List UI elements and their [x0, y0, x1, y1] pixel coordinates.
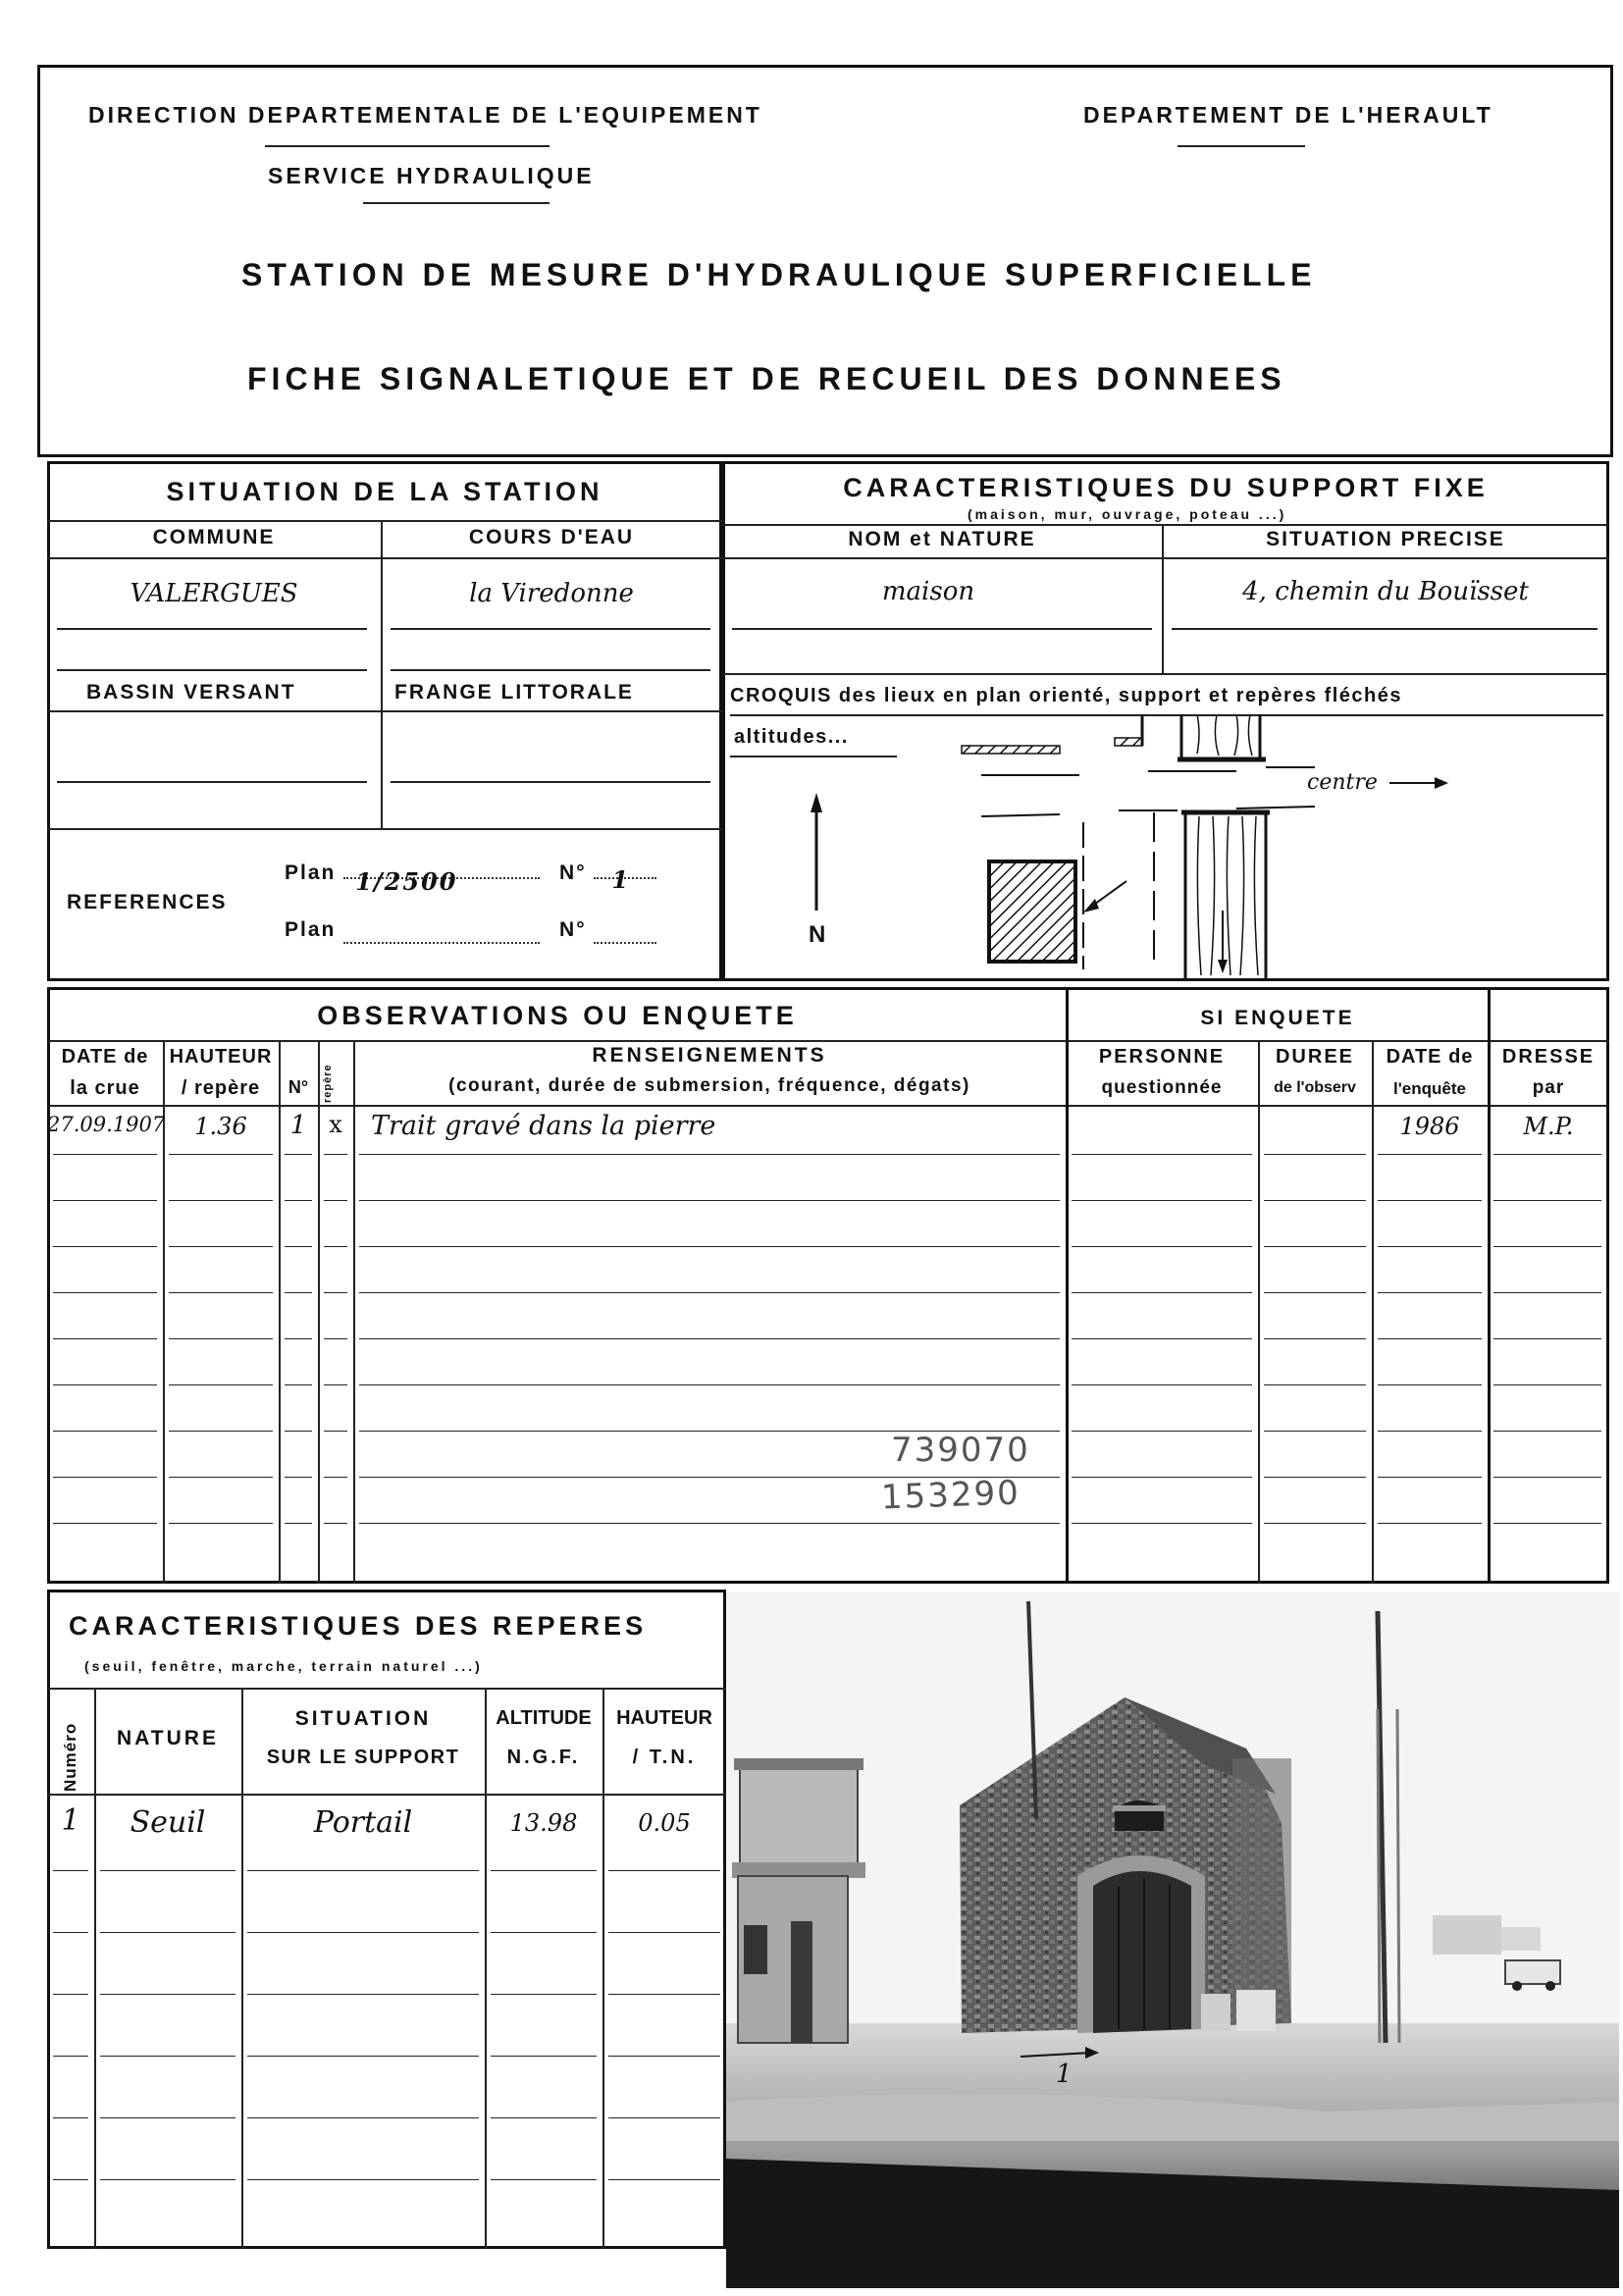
ruled-line	[53, 2056, 88, 2057]
obs-date-value: 27.09.1907	[47, 1113, 166, 1136]
obs-date-enquete-value: 1986	[1399, 1113, 1460, 1140]
ruled-line	[100, 2056, 236, 2057]
ruled-line	[324, 1154, 347, 1155]
north-label: N	[809, 921, 826, 948]
ruled-line	[1378, 1200, 1482, 1201]
obs-hauteur-value: 1.36	[194, 1113, 247, 1140]
col-renseignements-sub: (courant, durée de submersion, fréquence, dégats)	[448, 1075, 970, 1096]
frange-label: FRANGE LITTORALE	[394, 681, 634, 704]
obs-dresse-value: M.P.	[1523, 1113, 1574, 1140]
ruled-line	[1493, 1384, 1601, 1385]
ruled-line	[1072, 1200, 1252, 1201]
ruled-line	[53, 1200, 157, 1201]
ruled-line	[169, 1154, 273, 1155]
ruled-line	[1072, 1431, 1252, 1432]
ruled-line	[169, 1523, 273, 1524]
ruled-line	[1072, 1154, 1252, 1155]
plan-label-2: Plan	[285, 918, 337, 941]
ruled-line	[1264, 1477, 1366, 1478]
ruled-line	[285, 1338, 312, 1339]
bassin-rule	[47, 710, 722, 712]
col-dresse-l2: par	[1532, 1077, 1565, 1098]
ruled-line	[608, 2117, 720, 2118]
departement-label: DEPARTEMENT DE L'HERAULT	[1083, 102, 1493, 128]
ruled-line	[1378, 1384, 1482, 1385]
ruled-line	[1072, 1338, 1252, 1339]
ruled-line	[324, 1292, 347, 1293]
observations-heading-rule	[47, 1040, 1609, 1042]
ruled-line	[247, 2117, 479, 2118]
ruled-line	[1264, 1384, 1366, 1385]
wall-hatch-1	[962, 746, 1060, 754]
ruled-line	[359, 1292, 1060, 1293]
ruled-line	[285, 1246, 312, 1247]
rep-col-situation-l2: SUR LE SUPPORT	[266, 1747, 460, 1768]
repere-arrow-icon	[1083, 881, 1126, 913]
house-hatched	[989, 861, 1075, 962]
obs-renseignements-value: Trait gravé dans la pierre	[371, 1111, 716, 1141]
bassin-label: BASSIN VERSANT	[86, 681, 296, 704]
rep-col-situation-l1: SITUATION	[294, 1707, 432, 1730]
rep-col-altitude-l1: ALTITUDE	[496, 1707, 592, 1729]
rep-situation-value: Portail	[313, 1805, 413, 1840]
nom-label: NOM et NATURE	[848, 528, 1036, 550]
rep-nature-value: Seuil	[130, 1805, 206, 1840]
ruled-line	[1493, 1523, 1601, 1524]
ruled-line	[491, 2179, 597, 2180]
col-date-enquete-l1: DATE de	[1386, 1046, 1474, 1068]
ruled-line	[285, 1384, 312, 1385]
ruled-line	[53, 2179, 88, 2180]
coord-1: 739070	[891, 1431, 1030, 1470]
ruled-line	[1493, 1338, 1601, 1339]
plan-value-2	[343, 918, 540, 944]
ruled-line	[100, 1994, 236, 1995]
col-no: N°	[288, 1077, 309, 1097]
si-enquete-label: SI ENQUETE	[1200, 1007, 1355, 1029]
ruled-line	[359, 1154, 1060, 1155]
support-heading-rule	[722, 524, 1609, 526]
ruled-line	[285, 1292, 312, 1293]
ruled-line	[1378, 1477, 1482, 1478]
situation-precise-label: SITUATION PRECISE	[1266, 528, 1505, 550]
cours-label: COURS D'EAU	[468, 526, 635, 548]
ruled-line	[324, 1477, 347, 1478]
building-bottom	[1181, 812, 1270, 979]
obs-col-4	[353, 1040, 355, 1584]
ruled-line	[100, 2117, 236, 2118]
centre-arrow-icon	[1389, 777, 1448, 789]
ruled-line	[1072, 1246, 1252, 1247]
situation-heading: SITUATION DE LA STATION	[166, 477, 603, 506]
reperes-subheading: (seuil, fenêtre, marche, terrain naturel ...)	[84, 1658, 483, 1674]
commune-line-2	[57, 669, 367, 671]
ruled-line	[1264, 1292, 1366, 1293]
ruled-line	[359, 1384, 1060, 1385]
obs-no-value: 1	[289, 1111, 307, 1140]
col-renseignements: RENSEIGNEMENTS	[592, 1044, 827, 1067]
plan-value-1: 1/2500	[343, 877, 540, 879]
ruled-line	[53, 1932, 88, 1933]
ruled-line	[1072, 1477, 1252, 1478]
rep-col-numero: Numéro	[61, 1722, 79, 1792]
rep-col-4	[602, 1688, 604, 2249]
departement-underline	[1178, 145, 1305, 147]
ruled-line	[1072, 1384, 1252, 1385]
ruled-line	[491, 2056, 597, 2057]
ruled-line	[608, 1994, 720, 1995]
col-date-l2: la crue	[70, 1077, 140, 1099]
ruled-line	[1493, 1154, 1601, 1155]
rep-col-altitude-l2: N.G.F.	[506, 1747, 581, 1768]
ruled-line	[169, 1477, 273, 1478]
col-hauteur-l2: / repère	[181, 1077, 261, 1099]
commune-value: VALERGUES	[130, 579, 298, 608]
ruled-line	[169, 1200, 273, 1201]
rep-numero-value: 1	[61, 1803, 80, 1838]
ruled-line	[1378, 1338, 1482, 1339]
ruled-line	[53, 1384, 157, 1385]
ruled-line	[1072, 1523, 1252, 1524]
nom-line-1	[732, 628, 1152, 630]
ruled-line	[247, 2056, 479, 2057]
ruled-line	[608, 1870, 720, 1871]
direction-underline	[265, 145, 550, 147]
situation-line-1	[1172, 628, 1597, 630]
rep-col-hauteur-l1: HAUTEUR	[616, 1707, 712, 1729]
rep-col-1	[94, 1688, 96, 2249]
ruled-line	[100, 1932, 236, 1933]
ruled-line	[53, 1292, 157, 1293]
croquis-label: CROQUIS des lieux en plan orienté, support et repères fléchés	[730, 685, 1402, 706]
rep-hauteur-value: 0.05	[638, 1809, 691, 1837]
ruled-line	[247, 1994, 479, 1995]
ruled-line	[1493, 1477, 1601, 1478]
plan-row-2	[285, 918, 656, 944]
ruled-line	[1493, 1292, 1601, 1293]
ruled-line	[1264, 1523, 1366, 1524]
ruled-line	[247, 1870, 479, 1871]
sketch-centre-label: centre	[1307, 770, 1378, 795]
ruled-line	[53, 1338, 157, 1339]
no-value-1: 1	[594, 877, 656, 879]
ruled-line	[491, 1994, 597, 1995]
plan-row-1	[285, 861, 656, 896]
cours-value: la Viredonne	[469, 579, 634, 608]
situation-col-divider	[381, 520, 383, 828]
photo-marker-label: 1	[1056, 2060, 1073, 2089]
rep-altitude-value: 13.98	[509, 1809, 578, 1837]
commune-rule	[47, 557, 722, 559]
ruled-line	[359, 1477, 1060, 1478]
ruled-line	[100, 2179, 236, 2180]
service-label: SERVICE HYDRAULIQUE	[268, 163, 595, 188]
ruled-line	[100, 1870, 236, 1871]
ruled-line	[608, 2179, 720, 2180]
ruled-line	[359, 1246, 1060, 1247]
ruled-line	[53, 1994, 88, 1995]
ruled-line	[285, 1154, 312, 1155]
no-label-2: N°	[559, 918, 587, 941]
rep-col-3	[485, 1688, 487, 2249]
obs-mark-value: x	[329, 1111, 342, 1138]
ruled-line	[285, 1431, 312, 1432]
ruled-line	[1378, 1292, 1482, 1293]
ruled-line	[359, 1200, 1060, 1201]
ruled-line	[1378, 1154, 1482, 1155]
direction-label: DIRECTION DEPARTEMENTALE DE L'EQUIPEMENT	[88, 102, 762, 128]
altitudes-label: altitudes...	[734, 726, 849, 748]
ruled-line	[247, 1932, 479, 1933]
col-date-enquete-l2: l'enquête	[1393, 1079, 1466, 1098]
situation-heading-rule	[47, 520, 722, 522]
col-date-l1: DATE de	[61, 1046, 149, 1068]
ruled-line	[53, 1477, 157, 1478]
nom-rule	[722, 557, 1609, 559]
ruled-line	[1072, 1292, 1252, 1293]
water-tower	[732, 1758, 865, 2043]
ruled-line	[285, 1523, 312, 1524]
service-underline	[363, 202, 550, 204]
ruled-line	[491, 2117, 597, 2118]
site-sketch	[726, 714, 1605, 979]
references-label: REFERENCES	[67, 891, 228, 913]
ruled-line	[324, 1431, 347, 1432]
commune-line-1	[57, 628, 367, 630]
nom-value: maison	[881, 577, 975, 606]
ruled-line	[169, 1292, 273, 1293]
north-arrow-icon	[811, 793, 822, 911]
ruled-line	[53, 1431, 157, 1432]
support-heading: CARACTERISTIQUES DU SUPPORT FIXE	[843, 473, 1489, 502]
ruled-line	[359, 1523, 1060, 1524]
ruled-line	[608, 2056, 720, 2057]
ruled-line	[169, 1384, 273, 1385]
rep-col-2	[241, 1688, 243, 2249]
ruled-line	[1264, 1338, 1366, 1339]
cours-line-1	[391, 628, 710, 630]
ruled-line	[53, 2117, 88, 2118]
ruled-line	[1264, 1431, 1366, 1432]
ruled-line	[324, 1338, 347, 1339]
ruled-line	[169, 1431, 273, 1432]
col-duree-l2: de l'observ	[1274, 1079, 1356, 1096]
ruled-line	[169, 1338, 273, 1339]
ruled-line	[491, 1932, 597, 1933]
bassin-line-1	[57, 781, 367, 783]
col-duree-l1: DUREE	[1275, 1046, 1354, 1068]
ruled-line	[53, 1870, 88, 1871]
col-personne-l1: PERSONNE	[1098, 1046, 1226, 1068]
frange-line-1	[391, 781, 710, 783]
coord-2: 153290	[880, 1473, 1021, 1518]
ruled-line	[53, 1523, 157, 1524]
rep-col-hauteur-l2: / T.N.	[632, 1747, 697, 1768]
situation-precise-value: 4, chemin du Bouïsset	[1242, 577, 1529, 606]
ruled-line	[1493, 1200, 1601, 1201]
no-value-2	[594, 918, 656, 944]
ruled-line	[491, 1870, 597, 1871]
ruled-line	[359, 1338, 1060, 1339]
commune-label: COMMUNE	[152, 526, 276, 548]
reperes-header-rule	[47, 1794, 726, 1796]
croquis-rule	[722, 673, 1609, 675]
ruled-line	[1493, 1431, 1601, 1432]
cours-line-2	[391, 669, 710, 671]
ruled-line	[285, 1200, 312, 1201]
ruled-line	[1264, 1154, 1366, 1155]
wall-hatch-2	[1115, 738, 1142, 746]
ruled-line	[324, 1384, 347, 1385]
reperes-heading-rule	[47, 1688, 726, 1690]
ruled-line	[1378, 1246, 1482, 1247]
observations-header-rule	[47, 1105, 1609, 1107]
col-dresse-l1: DRESSE	[1501, 1046, 1596, 1068]
reperes-heading: CARACTERISTIQUES DES REPERES	[69, 1611, 648, 1641]
ruled-line	[285, 1477, 312, 1478]
obs-col-6	[1258, 1040, 1260, 1584]
ruled-line	[324, 1200, 347, 1201]
site-photo	[726, 1592, 1619, 2288]
ruled-line	[1264, 1246, 1366, 1247]
support-subheading: (maison, mur, ouvrage, poteau ...)	[968, 506, 1287, 522]
ruled-line	[53, 1246, 157, 1247]
rep-col-nature: NATURE	[117, 1727, 219, 1749]
ruled-line	[1378, 1431, 1482, 1432]
ruled-line	[324, 1246, 347, 1247]
ruled-line	[608, 1932, 720, 1933]
title-line2: FICHE SIGNALETIQUE ET DE RECUEIL DES DONNEES	[247, 361, 1286, 396]
references-rule	[47, 828, 722, 830]
no-label-1: N°	[559, 861, 587, 884]
ruled-line	[359, 1431, 1060, 1432]
building-top	[1178, 714, 1266, 759]
title-line1: STATION DE MESURE D'HYDRAULIQUE SUPERFICIELLE	[241, 257, 1317, 292]
col-personne-l2: questionnée	[1101, 1077, 1223, 1098]
ruled-line	[53, 1154, 157, 1155]
ruled-line	[324, 1523, 347, 1524]
observations-heading: OBSERVATIONS OU ENQUETE	[317, 1001, 798, 1030]
col-hauteur-l1: HAUTEUR	[169, 1046, 273, 1068]
ruled-line	[169, 1246, 273, 1247]
ruled-line	[1493, 1246, 1601, 1247]
ruled-line	[247, 2179, 479, 2180]
ruled-line	[1378, 1523, 1482, 1524]
col-repere: repère	[322, 1064, 334, 1103]
plan-label-1: Plan	[285, 861, 337, 884]
ruled-line	[1264, 1200, 1366, 1201]
